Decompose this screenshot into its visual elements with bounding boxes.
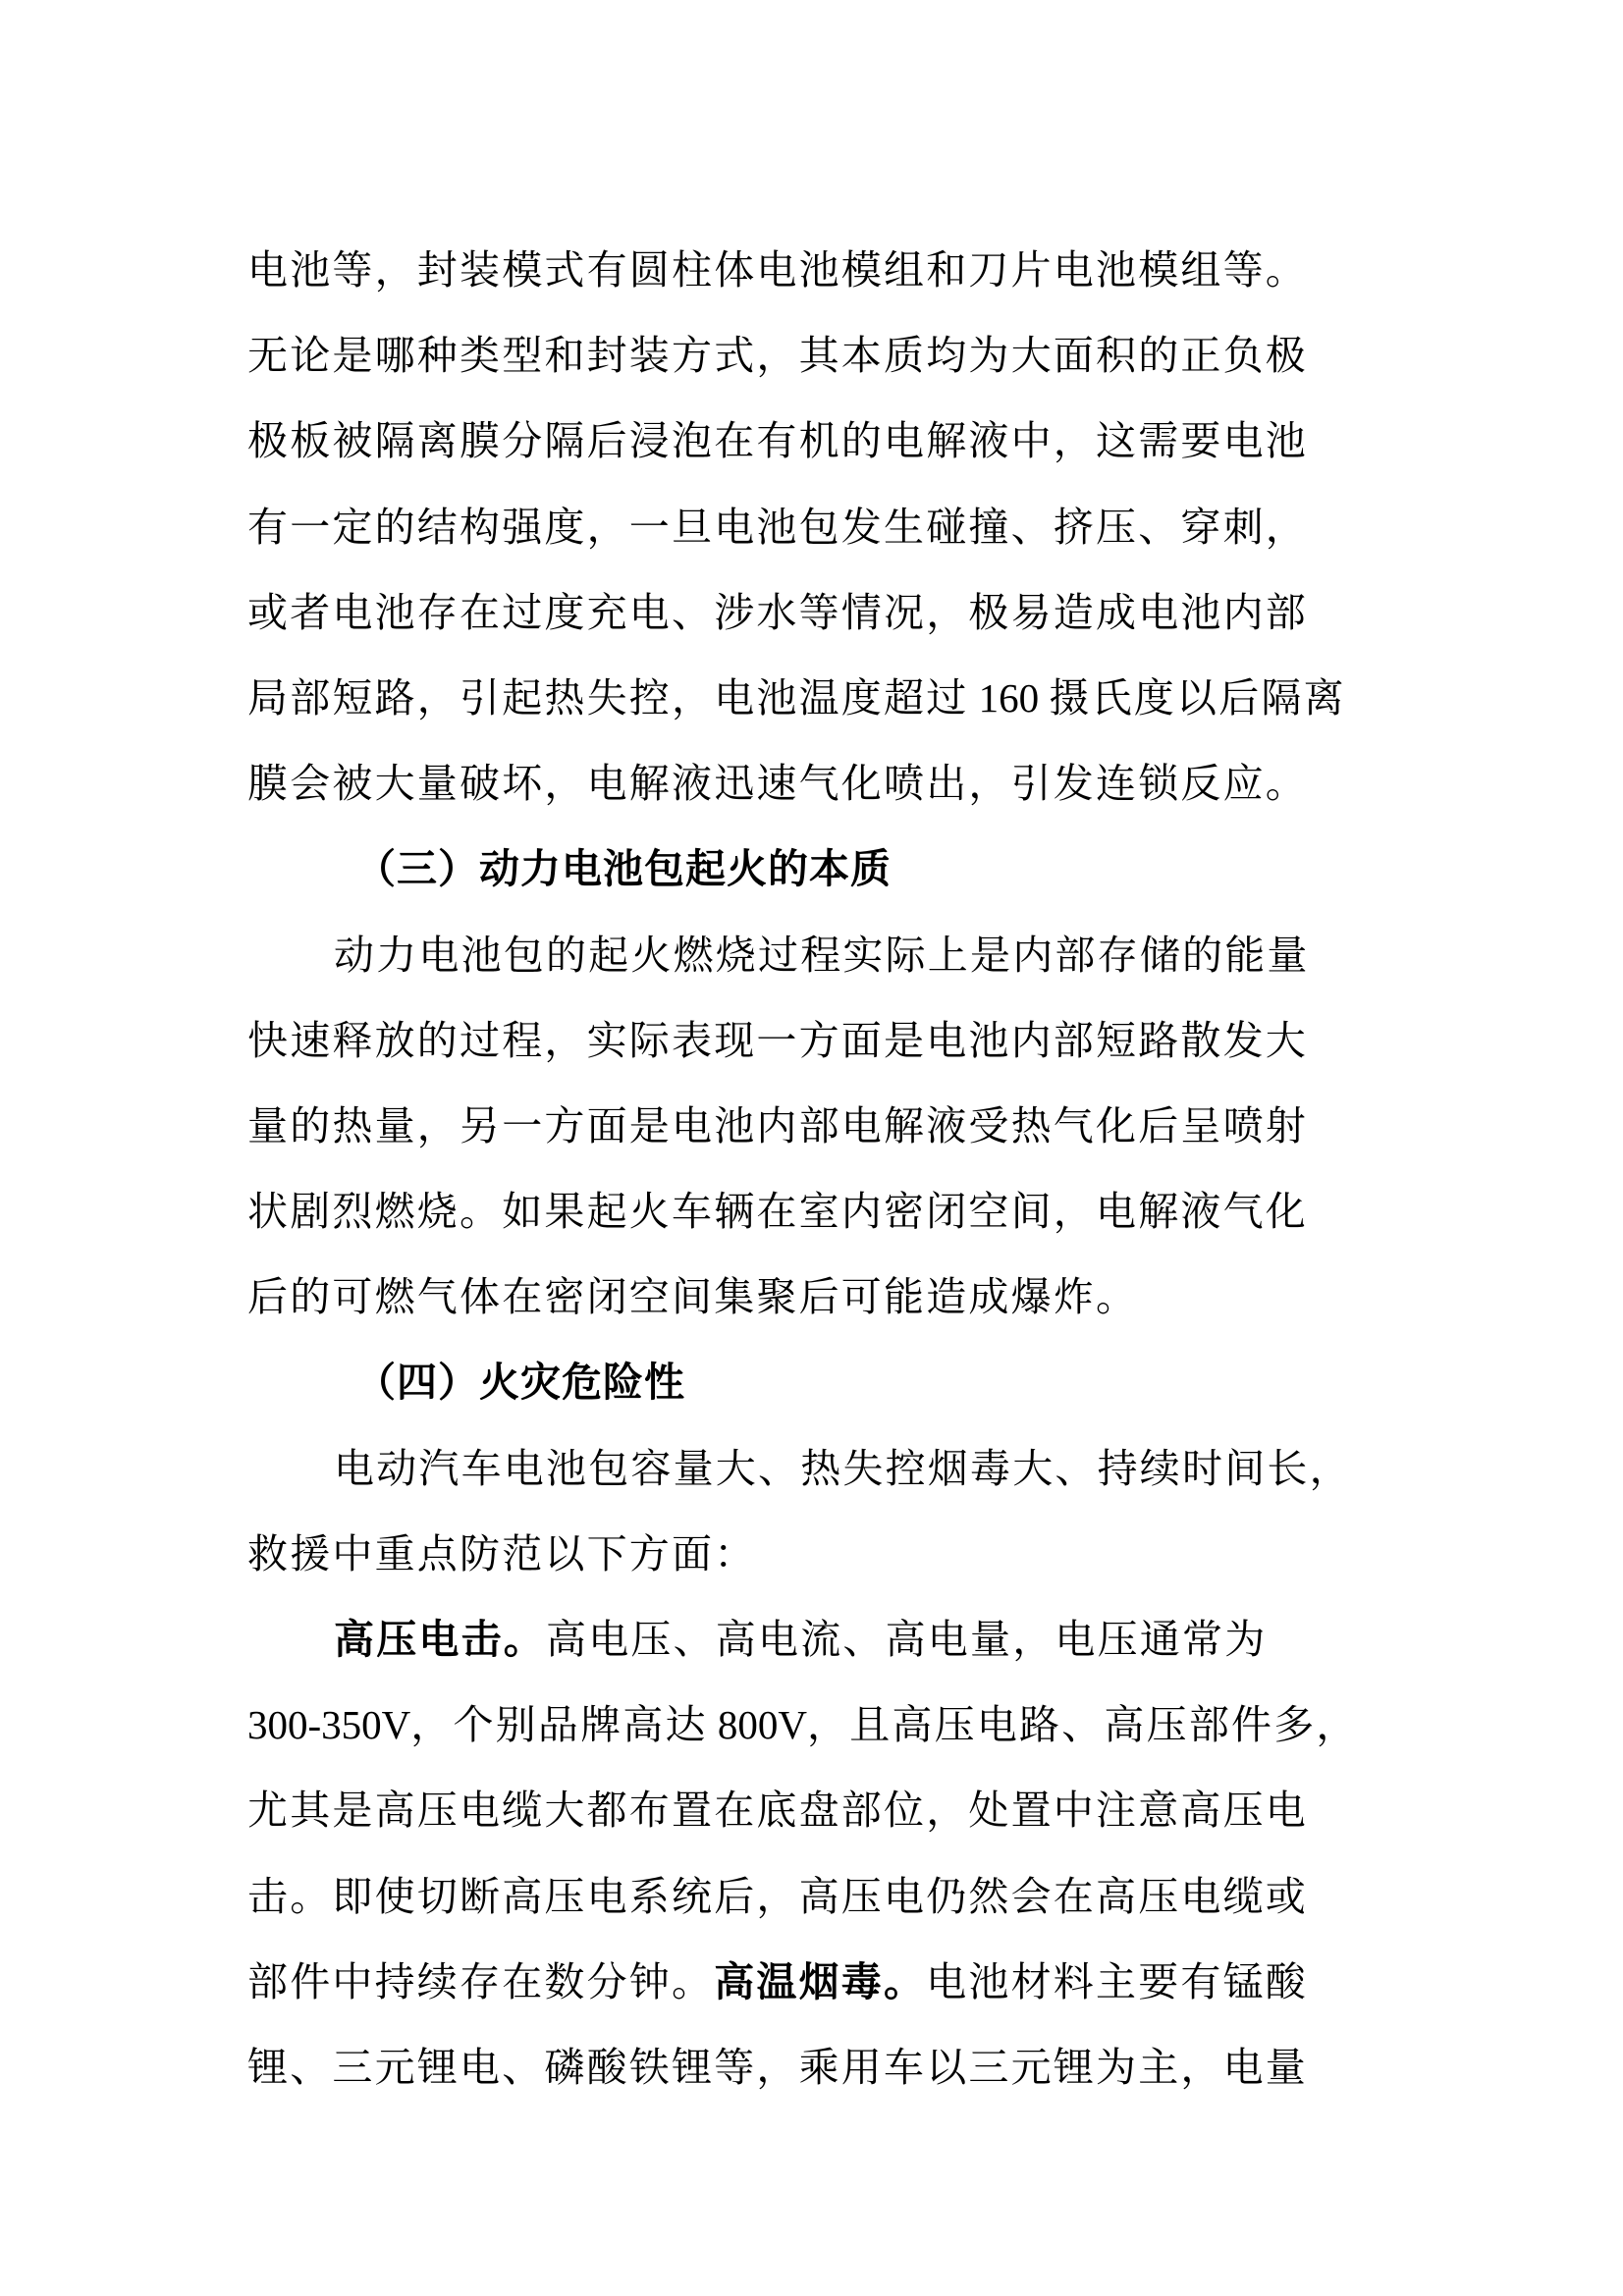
body-text-line bbox=[247, 656, 1386, 741]
section-heading-3: （三）动力电池包起火的本质 bbox=[355, 845, 892, 893]
high-voltage-title: 高压电击。 bbox=[334, 1616, 546, 1663]
body-text-line: 有一定的结构强度，一旦电池包发生碰撞、挤压、穿刺， bbox=[247, 503, 1308, 551]
text-segment: 摄氏度以后隔离 bbox=[1049, 673, 1346, 721]
text-segment: 高电压、高电流、高电量，电压通常为 bbox=[546, 1616, 1268, 1663]
body-text-line: 电动汽车电池包容量大、热失控烟毒大、持续时间长， bbox=[334, 1444, 1352, 1492]
document-page bbox=[247, 228, 1386, 2110]
body-text-line: 快速释放的过程，实际表现一方面是电池内部短路散发大 bbox=[247, 1016, 1308, 1064]
body-text-line: 后的可燃气体在密闭空间集聚后可能造成爆炸。 bbox=[247, 1273, 1139, 1321]
high-temp-smoke-title: 高温烟毒。 bbox=[714, 1957, 927, 2005]
text-segment: ，个别品牌高达 bbox=[410, 1701, 708, 1749]
text-segment: 局部短路，引起热失控，电池温度超过 bbox=[247, 673, 969, 721]
temperature-value: 160 bbox=[968, 674, 1050, 721]
body-text-line: 锂、三元锂电、磷酸铁锂等，乘用车以三元锂为主，电量 bbox=[247, 2043, 1308, 2091]
body-text-line bbox=[247, 1940, 1386, 2025]
body-text-line: 状剧烈燃烧。如果起火车辆在室内密闭空间，电解液气化 bbox=[247, 1188, 1308, 1236]
body-text-line: 尤其是高压电缆大都布置在底盘部位，处置中注意高压电 bbox=[247, 1787, 1308, 1835]
voltage-range-value: 300-350V bbox=[247, 1702, 411, 1748]
text-segment: 部件中持续存在数分钟。 bbox=[247, 1957, 715, 2005]
voltage-max-value: 800V bbox=[707, 1702, 808, 1748]
section-heading-4: （四）火灾危险性 bbox=[355, 1359, 685, 1407]
text-segment: ，且高压电路、高压部件多， bbox=[807, 1701, 1359, 1749]
body-text-line: 击。即使切断高压电系统后，高压电仍然会在高压电缆或 bbox=[247, 1872, 1308, 1920]
body-text-line: 膜会被大量破坏，电解液迅速气化喷出，引发连锁反应。 bbox=[247, 760, 1308, 808]
body-text-line bbox=[247, 1682, 1386, 1768]
body-text-line: 救援中重点防范以下方面： bbox=[247, 1529, 757, 1577]
body-text-line: 或者电池存在过度充电、涉水等情况，极易造成电池内部 bbox=[247, 588, 1308, 636]
body-text-line bbox=[247, 1597, 1386, 1682]
body-text-line: 动力电池包的起火燃烧过程实际上是内部存储的能量 bbox=[334, 931, 1310, 979]
text-segment: 电池材料主要有锰酸 bbox=[926, 1957, 1309, 2005]
body-text-line: 极板被隔离膜分隔后浸泡在有机的电解液中，这需要电池 bbox=[247, 417, 1308, 465]
body-text-line: 量的热量，另一方面是电池内部电解液受热气化后呈喷射 bbox=[247, 1101, 1308, 1149]
body-text-line: 无论是哪种类型和封装方式，其本质均为大面积的正负极 bbox=[247, 332, 1308, 380]
body-text-line: 电池等，封装模式有圆柱体电池模组和刀片电池模组等。 bbox=[247, 246, 1308, 294]
